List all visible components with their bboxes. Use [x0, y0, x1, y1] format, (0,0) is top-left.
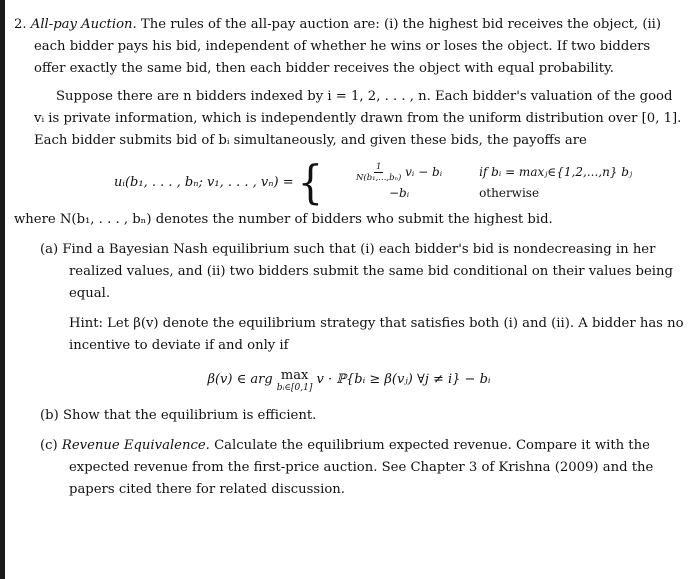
beta-argmax: max bᵢ∈[0,1]	[276, 368, 313, 393]
beta-equation	[14, 369, 684, 395]
part-c-title: Revenue Equivalence.	[61, 438, 210, 453]
left-brace: {	[297, 156, 324, 209]
payoff-case-win-cond: if bᵢ = maxⱼ∈{1,2,...,n} bⱼ	[479, 165, 633, 179]
left-border	[0, 0, 5, 579]
where-text: where N(b₁, . . . , bₙ) denotes the number of bidders who submit the highest bid.	[14, 212, 553, 227]
payoff-equation	[14, 156, 684, 209]
payoff-case-win	[329, 162, 632, 183]
problem-intro	[14, 14, 684, 80]
part-b-label: (b)	[40, 408, 59, 423]
part-a-label: (a)	[40, 242, 59, 257]
payoff-case-lose-expr: −bᵢ	[388, 186, 410, 200]
beta-lhs: β(v) ∈ arg	[207, 372, 273, 387]
part-c-label: (c)	[40, 438, 58, 453]
part-a-text: Find a Bayesian Nash equilibrium such that (i) each bidder's bid is nondecreasing in her realized values, and (ii) two bidders submit the same bid conditional on their values being equal.	[62, 242, 673, 301]
part-a	[14, 239, 684, 305]
part-c	[14, 435, 684, 501]
payoff-case-lose-cond: otherwise	[479, 186, 540, 200]
payoff-case-lose	[329, 183, 632, 203]
problem-page	[14, 14, 684, 501]
problem-intro-text: The rules of the all-pay auction are: (i) the highest bid receives the object, (ii) each bidder pays his bid, independent of whether he wins or loses the object. If two bidders offer exactly the same bid, then each bidder receives the object with equal probability.	[34, 17, 662, 76]
part-c-text: Calculate the equilibrium expected revenue. Compare it with the expected revenue from the first-price auction. See Chapter 3 of Krishna (2009) and the papers cited there for related discussion.	[69, 438, 654, 497]
part-a-hint: Hint: Let β(v) denote the equilibrium strategy that satisfies both (i) and (ii). A bidder has no incentive to deviate if and only if	[69, 316, 684, 353]
payoff-fraction: $\frac{1}{\text{N(b₁,...,bₙ)}}$	[355, 162, 402, 183]
payoff-cases	[329, 162, 632, 203]
problem-number: 2.	[14, 17, 27, 32]
payoff-case-win-expr: vᵢ − bᵢ	[405, 165, 443, 179]
part-b	[14, 405, 684, 427]
beta-rhs: v · ℙ{bᵢ ≥ β(vⱼ) ∀j ≠ i} − bᵢ	[316, 372, 491, 387]
part-b-text: Show that the equilibrium is efficient.	[62, 408, 317, 423]
problem-setup: Suppose there are n bidders indexed by i = 1, 2, . . . , n. Each bidder's valuation of the good vᵢ is private information, which is independently drawn from the uniform distribution over [0, 1]. Each bidder submits bid of bᵢ simultaneously, and given these bids, the payoffs are	[34, 89, 682, 148]
problem-title: All-pay Auction.	[30, 17, 137, 32]
payoff-lhs: uᵢ(b₁, . . . , bₙ; v₁, . . . , vₙ) =	[114, 174, 294, 190]
